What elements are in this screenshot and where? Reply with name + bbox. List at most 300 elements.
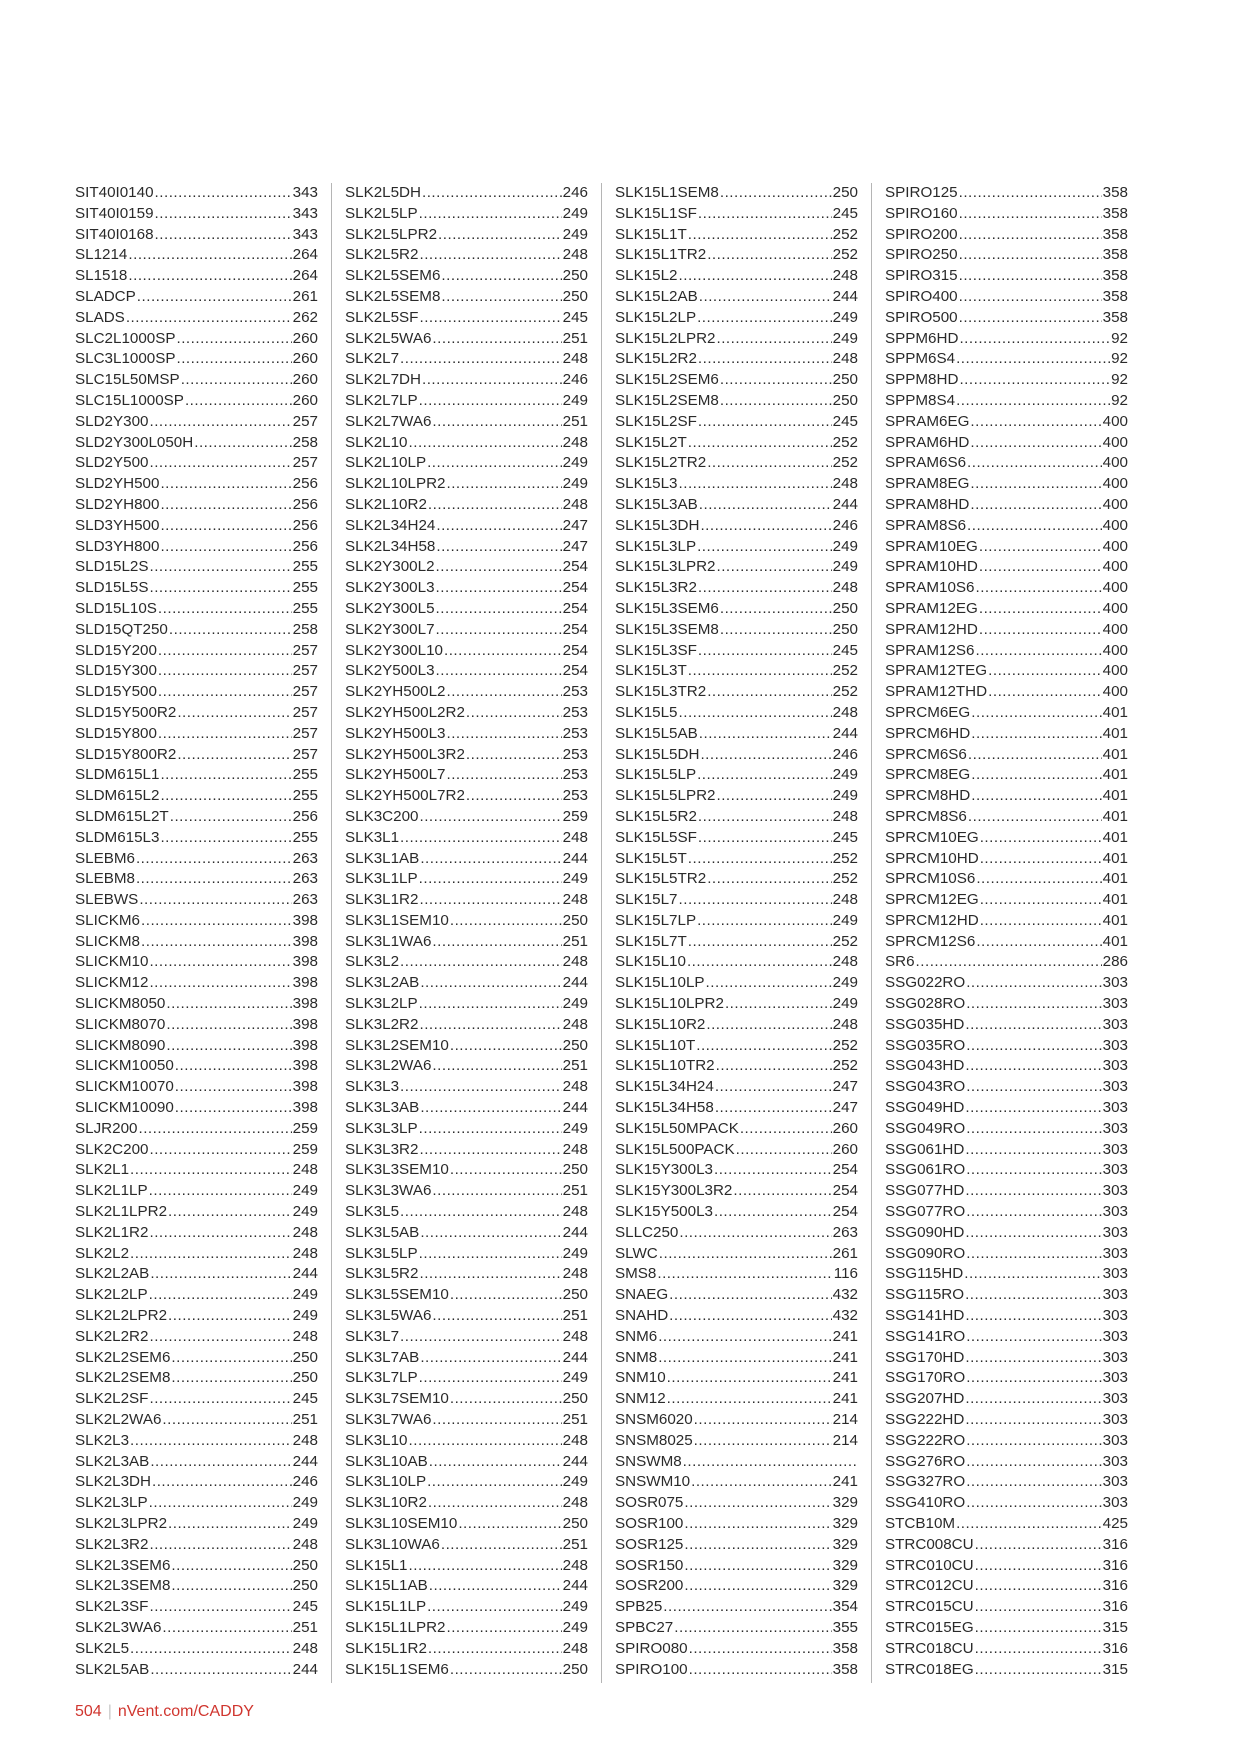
page-reference: 254 (562, 641, 588, 659)
index-entry (345, 1597, 588, 1618)
dot-leader (139, 890, 291, 911)
index-entry (75, 1098, 318, 1119)
dot-leader (716, 1056, 832, 1077)
index-entry (75, 183, 318, 204)
part-number: SLK15L3LPR2 (615, 558, 716, 576)
dot-leader (980, 828, 1102, 849)
dot-leader (707, 682, 831, 703)
page-reference: 254 (832, 1203, 858, 1221)
dot-leader (400, 1077, 562, 1098)
page-reference: 249 (832, 537, 858, 555)
dot-leader (446, 682, 561, 703)
dot-leader (687, 952, 832, 973)
page-reference: 241 (832, 1473, 858, 1491)
page-reference: 248 (562, 246, 588, 264)
page-reference: 253 (562, 745, 588, 763)
page-reference: 244 (562, 1577, 588, 1595)
dot-leader (419, 391, 562, 412)
dot-leader (975, 578, 1101, 599)
index-entry (345, 973, 588, 994)
index-entry (885, 1493, 1128, 1514)
index-entry (885, 474, 1128, 495)
page-reference: 245 (292, 1598, 318, 1616)
index-entry (885, 183, 1128, 204)
dot-leader (137, 287, 292, 308)
part-number: SPRAM8HD (885, 495, 970, 513)
part-number: SLK2L7WA6 (345, 412, 432, 430)
page-reference: 251 (562, 329, 588, 347)
index-entry (345, 828, 588, 849)
dot-leader (698, 204, 832, 225)
part-number: SLK3L1LP (345, 870, 418, 888)
dot-leader (716, 329, 831, 350)
dot-leader (699, 724, 832, 745)
page-reference: 248 (292, 1161, 318, 1179)
dot-leader (956, 349, 1110, 370)
dot-leader (706, 1015, 831, 1036)
part-number: SLK15L1T (615, 225, 687, 243)
index-entry (345, 1202, 588, 1223)
dot-leader (160, 765, 291, 786)
page-reference: 250 (562, 1515, 588, 1532)
dot-leader (679, 703, 832, 724)
page-reference: 214 (832, 1411, 858, 1429)
part-number: SLK3L1WA6 (345, 932, 432, 950)
part-number: SLK2L1LPR2 (75, 1203, 168, 1221)
part-number: SSG061RO (885, 1161, 966, 1179)
part-number: SSG170RO (885, 1369, 966, 1387)
index-entry (75, 849, 318, 870)
page-reference: 248 (562, 1078, 588, 1096)
dot-leader (177, 703, 291, 724)
page-reference: 249 (292, 1286, 318, 1304)
index-entry (75, 869, 318, 890)
part-number: SSG043RO (885, 1078, 966, 1096)
dot-leader (971, 724, 1101, 745)
dot-leader (400, 952, 562, 973)
dot-leader (688, 661, 832, 682)
page-reference: 398 (292, 995, 318, 1013)
index-entry (885, 745, 1128, 766)
page-reference: 315 (1102, 1618, 1128, 1636)
page-reference: 249 (292, 1182, 318, 1200)
page-reference: 303 (1102, 1265, 1128, 1283)
part-number: SLK3L5R2 (345, 1265, 419, 1283)
page-reference: 316 (1102, 1535, 1128, 1553)
index-entry (75, 225, 318, 246)
part-number: SPRAM12EG (885, 599, 978, 617)
dot-leader (400, 1327, 562, 1348)
index-entry (345, 849, 588, 870)
index-entry (345, 370, 588, 391)
page-reference: 303 (1102, 1182, 1128, 1200)
dot-leader (657, 1264, 832, 1285)
index-entry (615, 1452, 858, 1473)
part-number: SLK2L3R2 (75, 1535, 149, 1553)
index-entry (885, 329, 1128, 350)
dot-leader (420, 973, 561, 994)
part-number: SPBC27 (615, 1618, 674, 1636)
page-reference: 244 (562, 974, 588, 992)
dot-leader (988, 661, 1102, 682)
dot-leader (149, 1181, 292, 1202)
index-entry (75, 1639, 318, 1660)
part-number: SLK15L5 (615, 703, 678, 721)
page-reference: 249 (292, 1203, 318, 1221)
page-reference: 252 (832, 932, 858, 950)
part-number: SLK15L3SEM8 (615, 620, 719, 638)
dot-leader (428, 495, 562, 516)
page-reference: 257 (292, 745, 318, 763)
page-reference: 249 (562, 475, 588, 493)
part-number: SLK3L10LP (345, 1473, 427, 1491)
page-reference: 286 (1102, 953, 1128, 971)
part-number: SLD15Y300 (75, 662, 157, 680)
index-entry (615, 1327, 858, 1348)
index-entry (615, 1410, 858, 1431)
part-number: SLADS (75, 308, 125, 326)
dot-leader (956, 1514, 1102, 1535)
part-number: SLD15Y800 (75, 724, 157, 742)
dot-leader (432, 329, 561, 350)
dot-leader (679, 266, 832, 287)
page-reference: 263 (832, 1223, 858, 1241)
page-reference: 214 (832, 1431, 858, 1449)
page-reference: 303 (1102, 1390, 1128, 1408)
index-entry (345, 1015, 588, 1036)
page-reference: 303 (1102, 1161, 1128, 1179)
part-number: SSG222HD (885, 1411, 965, 1429)
page-reference: 254 (562, 579, 588, 597)
page-reference: 250 (832, 184, 858, 201)
dot-leader (160, 474, 291, 495)
page-reference: 250 (562, 267, 588, 285)
index-entry (615, 391, 858, 412)
page-reference: 303 (1102, 1452, 1128, 1470)
dot-leader (141, 911, 292, 932)
index-entry (885, 1368, 1128, 1389)
dot-leader (968, 745, 1102, 766)
part-number: SSG207HD (885, 1390, 965, 1408)
part-number: SLK3L10R2 (345, 1494, 427, 1512)
dot-leader (419, 807, 561, 828)
part-number: SLK15L7LP (615, 911, 697, 929)
index-entry (345, 952, 588, 973)
index-entry (75, 1660, 318, 1681)
page-reference: 255 (292, 599, 318, 617)
dot-leader (658, 1348, 831, 1369)
page-reference: 248 (292, 1535, 318, 1553)
page-reference: 261 (292, 287, 318, 305)
dot-leader (450, 1160, 562, 1181)
index-entry (885, 828, 1128, 849)
page-reference: 432 (832, 1286, 858, 1304)
part-number: STRC018EG (885, 1660, 974, 1678)
part-number: SLICKM8050 (75, 995, 166, 1013)
page-reference: 263 (292, 891, 318, 909)
index-entry (75, 1493, 318, 1514)
page-reference: 248 (562, 433, 588, 451)
index-entry (615, 849, 858, 870)
index-entry (885, 1202, 1128, 1223)
part-number: SLK3L3LP (345, 1119, 418, 1137)
index-entry (885, 599, 1128, 620)
index-entry (615, 828, 858, 849)
dot-leader (419, 308, 561, 329)
page-reference: 358 (1102, 246, 1128, 264)
dot-leader (162, 1410, 291, 1431)
page-reference: 398 (292, 974, 318, 992)
part-number: SLD3YH800 (75, 537, 160, 555)
page-reference: 246 (292, 1473, 318, 1491)
dot-leader (733, 1181, 831, 1202)
part-number: SLK15L5LP (615, 766, 697, 784)
dot-leader (966, 1119, 1101, 1140)
index-entry (885, 1452, 1128, 1473)
index-entry (345, 1119, 588, 1140)
part-number: SLK2Y300L7 (345, 620, 435, 638)
part-number: SLK2L3SEM8 (75, 1577, 171, 1595)
dot-leader (450, 1389, 562, 1410)
index-entry (75, 682, 318, 703)
page-reference: 425 (1102, 1515, 1128, 1532)
dot-leader (967, 516, 1102, 537)
index-entry (615, 495, 858, 516)
index-entry (885, 1244, 1128, 1265)
part-number: SLK3L5LP (345, 1244, 418, 1262)
page-reference: 398 (292, 1015, 318, 1033)
dot-leader (698, 807, 832, 828)
dot-leader (970, 495, 1101, 516)
page-reference: 245 (562, 308, 588, 326)
dot-leader (965, 1348, 1101, 1369)
index-entry (885, 994, 1128, 1015)
part-number: SLK15L3AB (615, 495, 698, 513)
dot-leader (419, 869, 562, 890)
part-number: SLK2C200 (75, 1140, 149, 1158)
page-reference: 256 (292, 475, 318, 493)
index-entry (75, 807, 318, 828)
page-reference: 303 (1102, 1078, 1128, 1096)
index-entry (885, 495, 1128, 516)
dot-leader (699, 287, 832, 308)
dot-leader (150, 1660, 291, 1681)
index-entry (345, 245, 588, 266)
dot-leader (136, 849, 292, 870)
page-reference: 251 (292, 1411, 318, 1429)
part-number: SSG035HD (885, 1015, 965, 1033)
dot-leader (966, 1244, 1101, 1265)
dot-leader (427, 1597, 562, 1618)
dot-leader (707, 245, 831, 266)
index-entry (75, 1535, 318, 1556)
dot-leader (149, 1493, 292, 1514)
page-reference: 263 (292, 849, 318, 867)
part-number: SPRAM8S6 (885, 516, 967, 534)
page-reference: 248 (832, 703, 858, 721)
part-number: SPRAM6EG (885, 412, 970, 430)
index-entry (615, 1493, 858, 1514)
part-number: SLK15L2SF (615, 412, 697, 430)
dot-leader (158, 661, 292, 682)
dot-leader (684, 1556, 831, 1577)
dot-leader (667, 1389, 832, 1410)
part-number: SLK2YH500L7R2 (345, 787, 465, 805)
part-number: SNM12 (615, 1390, 666, 1408)
index-entry (885, 1389, 1128, 1410)
index-entry (885, 973, 1128, 994)
dot-leader (420, 849, 561, 870)
page-reference: 401 (1102, 911, 1128, 929)
page-reference: 260 (832, 1140, 858, 1158)
part-number: SLK15L5TR2 (615, 870, 707, 888)
index-entry (615, 1576, 858, 1597)
part-number: SSG170HD (885, 1348, 965, 1366)
dot-leader (427, 1472, 562, 1493)
index-entry (885, 1015, 1128, 1036)
dot-leader (400, 1202, 562, 1223)
part-number: SLK15L3DH (615, 516, 700, 534)
part-number: SLK3L7 (345, 1327, 400, 1345)
index-entry (345, 869, 588, 890)
part-number: SLK3L7WA6 (345, 1411, 432, 1429)
page-reference: 251 (562, 1535, 588, 1553)
index-entry (75, 453, 318, 474)
index-entry (345, 1472, 588, 1493)
index-entry (75, 641, 318, 662)
page-reference: 241 (832, 1390, 858, 1408)
site-link[interactable]: nVent.com/CADDY (117, 1703, 254, 1720)
part-number: SLWC (615, 1244, 658, 1262)
index-entry (75, 1285, 318, 1306)
index-entry (75, 765, 318, 786)
dot-leader (168, 1514, 292, 1535)
page-reference: 343 (292, 204, 318, 222)
page-reference: 257 (292, 412, 318, 430)
page-reference: 264 (292, 267, 318, 285)
page-reference: 260 (292, 329, 318, 347)
page-reference: 315 (1102, 1660, 1128, 1678)
dot-leader (149, 1535, 291, 1556)
index-entry (885, 911, 1128, 932)
part-number: SLK15L5DH (615, 745, 700, 763)
part-number: SLK2YH500L3R2 (345, 745, 465, 763)
index-entry (75, 433, 318, 454)
dot-leader (432, 1410, 561, 1431)
index-entry (615, 1181, 858, 1202)
page-reference: 258 (292, 433, 318, 451)
page-reference: 248 (562, 1265, 588, 1283)
page-reference: 264 (292, 246, 318, 264)
dot-leader (141, 932, 292, 953)
index-entry (885, 1597, 1128, 1618)
dot-leader (697, 308, 832, 329)
index-entry (345, 1618, 588, 1639)
part-number: SPRAM12S6 (885, 641, 975, 659)
part-number: SLK15L2LP (615, 308, 697, 326)
index-entry (75, 578, 318, 599)
index-entry (345, 329, 588, 350)
part-number: SLK15L5SF (615, 828, 697, 846)
part-number: STCB10M (885, 1515, 956, 1532)
dot-leader (720, 620, 832, 641)
index-entry (615, 952, 858, 973)
part-number: SLK15L10 (615, 953, 686, 971)
page-reference: 249 (832, 558, 858, 576)
dot-leader (975, 1660, 1102, 1681)
part-number: SPRAM10HD (885, 558, 978, 576)
index-entry (615, 474, 858, 495)
dot-leader (427, 453, 562, 474)
dot-leader (194, 433, 291, 454)
dot-leader (714, 1202, 832, 1223)
page-reference: 257 (292, 641, 318, 659)
dot-leader (419, 1368, 562, 1389)
index-entry (615, 578, 858, 599)
part-number: SSG141RO (885, 1327, 966, 1345)
part-number: SLK15L3TR2 (615, 683, 707, 701)
part-number: SPIRO500 (885, 308, 958, 326)
index-entry (885, 1431, 1128, 1452)
part-number: SSG061HD (885, 1140, 965, 1158)
dot-leader (980, 890, 1102, 911)
index-entry (885, 1410, 1128, 1431)
dot-leader (966, 1452, 1101, 1473)
part-number: SPIRO250 (885, 246, 958, 264)
index-column-4 (885, 183, 1128, 1680)
page-reference: 248 (562, 1015, 588, 1033)
part-number: SPRAM12TEG (885, 662, 988, 680)
index-entry (75, 349, 318, 370)
page-reference: 400 (1102, 558, 1128, 576)
index-entry (885, 287, 1128, 308)
page-reference: 263 (292, 870, 318, 888)
dot-leader (166, 1036, 291, 1057)
index-entry (75, 245, 318, 266)
index-entry (345, 391, 588, 412)
index-entry (75, 994, 318, 1015)
dot-leader (975, 1556, 1102, 1577)
index-entry (615, 287, 858, 308)
page-reference: 249 (832, 995, 858, 1013)
page-reference: 92 (1111, 350, 1128, 368)
part-number: SNAHD (615, 1307, 669, 1325)
part-number: SPPM6S4 (885, 350, 956, 368)
page-reference: 248 (292, 1327, 318, 1345)
dot-leader (684, 1493, 831, 1514)
index-entry (345, 1535, 588, 1556)
part-number: SLK2L3SF (75, 1598, 149, 1616)
dot-leader (698, 578, 832, 599)
index-entry (615, 661, 858, 682)
page-reference: 248 (562, 1140, 588, 1158)
page-reference: 256 (292, 537, 318, 555)
index-entry (75, 1472, 318, 1493)
page-reference: 248 (832, 475, 858, 493)
index-entry (885, 1264, 1128, 1285)
page-reference: 252 (832, 662, 858, 680)
part-number: SLK2L2 (75, 1244, 130, 1262)
index-entry (345, 1452, 588, 1473)
dot-leader (436, 620, 562, 641)
page-reference: 303 (1102, 1099, 1128, 1117)
dot-leader (446, 1618, 561, 1639)
page-reference: 400 (1102, 683, 1128, 701)
part-number: SLK2L7DH (345, 371, 421, 389)
dot-leader (700, 516, 831, 537)
page-reference: 252 (832, 225, 858, 243)
part-number: SLK2L2SF (75, 1390, 149, 1408)
